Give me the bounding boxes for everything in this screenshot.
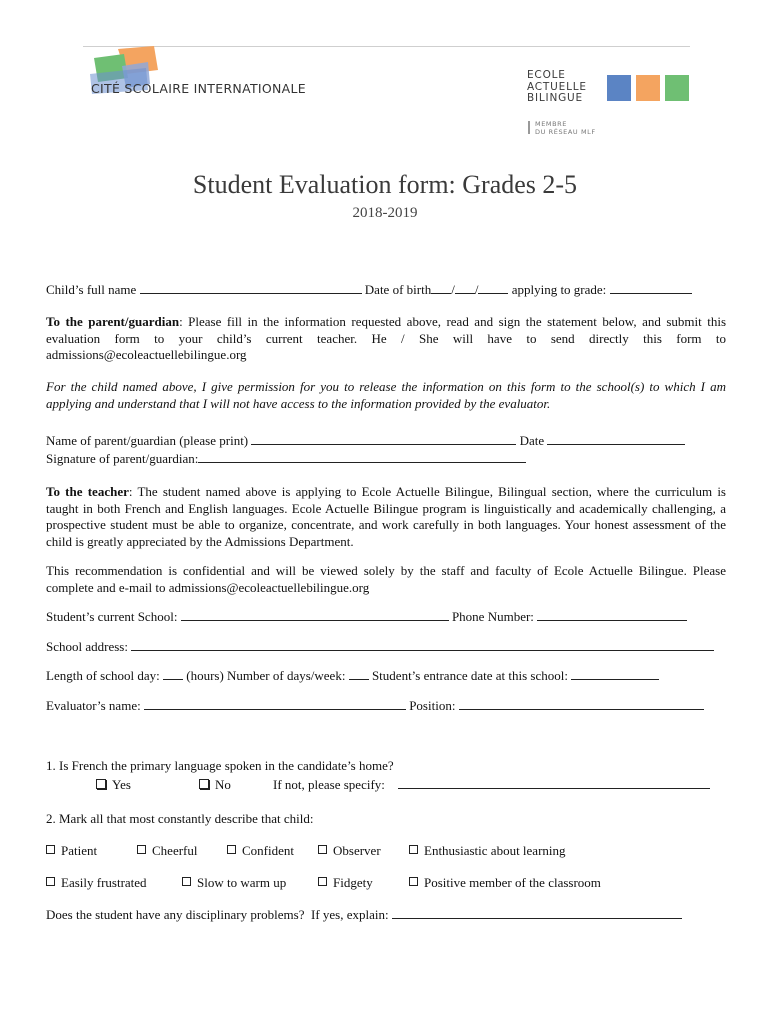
parent-signature-label: Signature of parent/guardian:: [46, 451, 199, 466]
checkbox-icon[interactable]: [318, 845, 327, 854]
trait-option[interactable]: [137, 843, 197, 859]
parent-name-line: [46, 433, 685, 449]
entrance-field[interactable]: [571, 668, 659, 680]
days-field[interactable]: [349, 668, 369, 680]
evaluator-label: Evaluator’s name:: [46, 698, 141, 713]
trait-label: Confident: [242, 843, 294, 858]
checkbox-icon[interactable]: [409, 877, 418, 886]
eab-logo-square-blue: [607, 75, 631, 101]
school-field[interactable]: [181, 609, 449, 621]
dob-year-field[interactable]: [478, 282, 508, 294]
trait-option[interactable]: [46, 875, 147, 891]
teacher-text: : The student named above is applying to Ecole Actuelle Bilingue, Bilingual section, where the curriculum is taught in both French and English languages. Ecole Actuelle Bilingue program is linguistically and academically challenging, a prospective student must be able to organize, concentrate, and work carefully in both languages. Your honest assessment of the child is greatly appreciated by the Admissions Department.: [46, 484, 726, 549]
checkbox-icon[interactable]: [318, 877, 327, 886]
trait-label: Positive member of the classroom: [424, 875, 601, 890]
evaluator-line: [46, 698, 704, 714]
position-field[interactable]: [459, 698, 704, 710]
trait-label: Patient: [61, 843, 98, 858]
confidential-note: This recommendation is confidential and will be viewed solely by the staff and faculty of Ecole Actuelle Bilingue. Please complete and e-mail to admissions@ecoleactuellebilingue.org: [46, 563, 726, 595]
form-title: Student Evaluation form: Grades 2-5: [192, 170, 578, 199]
eab-line: BILINGUE: [527, 92, 583, 104]
question-2: 2. Mark all that most constantly describe that child:: [46, 811, 314, 826]
question-3-line: [46, 907, 682, 923]
parent-instructions: [46, 314, 726, 364]
evaluator-field[interactable]: [144, 698, 406, 710]
mlf-divider: [528, 121, 530, 134]
checkbox-icon[interactable]: [46, 845, 55, 854]
mlf-membership: [535, 120, 596, 136]
trait-label: Enthusiastic about learning: [424, 843, 566, 858]
checkbox-icon[interactable]: [227, 845, 236, 854]
grade-field[interactable]: [610, 282, 692, 294]
parent-signature-field[interactable]: [198, 451, 526, 463]
mlf-line: DU RÉSEAU MLF: [535, 128, 596, 136]
q1-yes-option[interactable]: [96, 777, 131, 793]
parent-date-label: Date: [519, 433, 545, 448]
q3-explain-field[interactable]: [392, 907, 682, 919]
dob-month-field[interactable]: [455, 282, 475, 294]
phone-label: Phone Number:: [451, 609, 534, 624]
child-name-label: Child’s full name: [46, 282, 137, 297]
address-field[interactable]: [131, 639, 714, 651]
address-label: School address:: [46, 639, 128, 654]
eab-line: ACTUELLE: [527, 80, 587, 93]
school-day-line: [46, 668, 659, 684]
q1-specify-label: If not, please specify:: [273, 777, 385, 792]
hours-label: (hours) Number of days/week:: [186, 668, 346, 683]
q1-specify-line: [273, 777, 710, 793]
trait-option[interactable]: [182, 875, 286, 891]
trait-label: Fidgety: [333, 875, 373, 890]
parent-date-field[interactable]: [547, 433, 685, 445]
checkbox-icon[interactable]: [182, 877, 191, 886]
trait-option[interactable]: [409, 843, 566, 859]
child-name-field[interactable]: [140, 282, 362, 294]
question-3: Does the student have any disciplinary problems? If yes, explain:: [46, 907, 389, 922]
trait-option[interactable]: [318, 875, 373, 891]
trait-option[interactable]: [318, 843, 381, 859]
q1-specify-field[interactable]: [398, 777, 710, 789]
csi-name: CITÉ SCOLAIRE INTERNATIONALE: [91, 81, 306, 96]
length-label: Length of school day:: [46, 668, 160, 683]
school-label: Student’s current School:: [46, 609, 178, 624]
dob-label: Date of birth: [364, 282, 432, 297]
q1-yes-label: Yes: [112, 777, 131, 792]
position-label: Position:: [409, 698, 456, 713]
trait-option[interactable]: [227, 843, 294, 859]
checkbox-icon[interactable]: [199, 779, 209, 789]
parent-name-field[interactable]: [251, 433, 516, 445]
entrance-label: Student’s entrance date at this school:: [371, 668, 568, 683]
eab-logo-square-orange: [636, 75, 660, 101]
grade-label: applying to grade:: [511, 282, 607, 297]
trait-option[interactable]: [46, 843, 97, 859]
phone-field[interactable]: [537, 609, 687, 621]
dob-day-field[interactable]: [431, 282, 451, 294]
school-line: [46, 609, 687, 625]
trait-label: Easily frustrated: [61, 875, 147, 890]
eab-logo-square-green: [665, 75, 689, 101]
mlf-line: MEMBRE: [535, 120, 568, 128]
trait-label: Cheerful: [152, 843, 198, 858]
teacher-instructions: [46, 484, 726, 550]
checkbox-icon[interactable]: [96, 779, 106, 789]
parent-text: : Please fill in the information requested above, read and sign the statement below, and submit this evaluation form to your child’s current teacher. He / She will have to send directly this form to admissions@ecoleactuellebilingue.org: [46, 314, 726, 362]
form-year: 2018-2019: [352, 205, 418, 221]
hours-field[interactable]: [163, 668, 183, 680]
address-line: [46, 639, 714, 655]
parent-heading: To the parent/guardian: [46, 314, 180, 329]
q1-no-label: No: [215, 777, 231, 792]
checkbox-icon[interactable]: [46, 877, 55, 886]
q1-no-option[interactable]: [199, 777, 231, 793]
parent-signature-line: [46, 451, 526, 467]
permission-statement: For the child named above, I give permission for you to release the information on this form to the school(s) to which I am applying and understand that I will not have access to the information provided by the evaluator.: [46, 379, 726, 411]
eab-line: ECOLE: [527, 69, 566, 81]
question-1: 1. Is French the primary language spoken in the candidate’s home?: [46, 758, 394, 773]
eab-name: [527, 70, 587, 105]
parent-name-label: Name of parent/guardian (please print): [46, 433, 249, 448]
checkbox-icon[interactable]: [137, 845, 146, 854]
trait-option[interactable]: [409, 875, 601, 891]
trait-label: Observer: [333, 843, 381, 858]
teacher-heading: To the teacher: [46, 484, 129, 499]
child-info-line: Child’s full name Date of birth / / applying to grade:: [46, 282, 692, 298]
checkbox-icon[interactable]: [409, 845, 418, 854]
trait-label: Slow to warm up: [197, 875, 287, 890]
